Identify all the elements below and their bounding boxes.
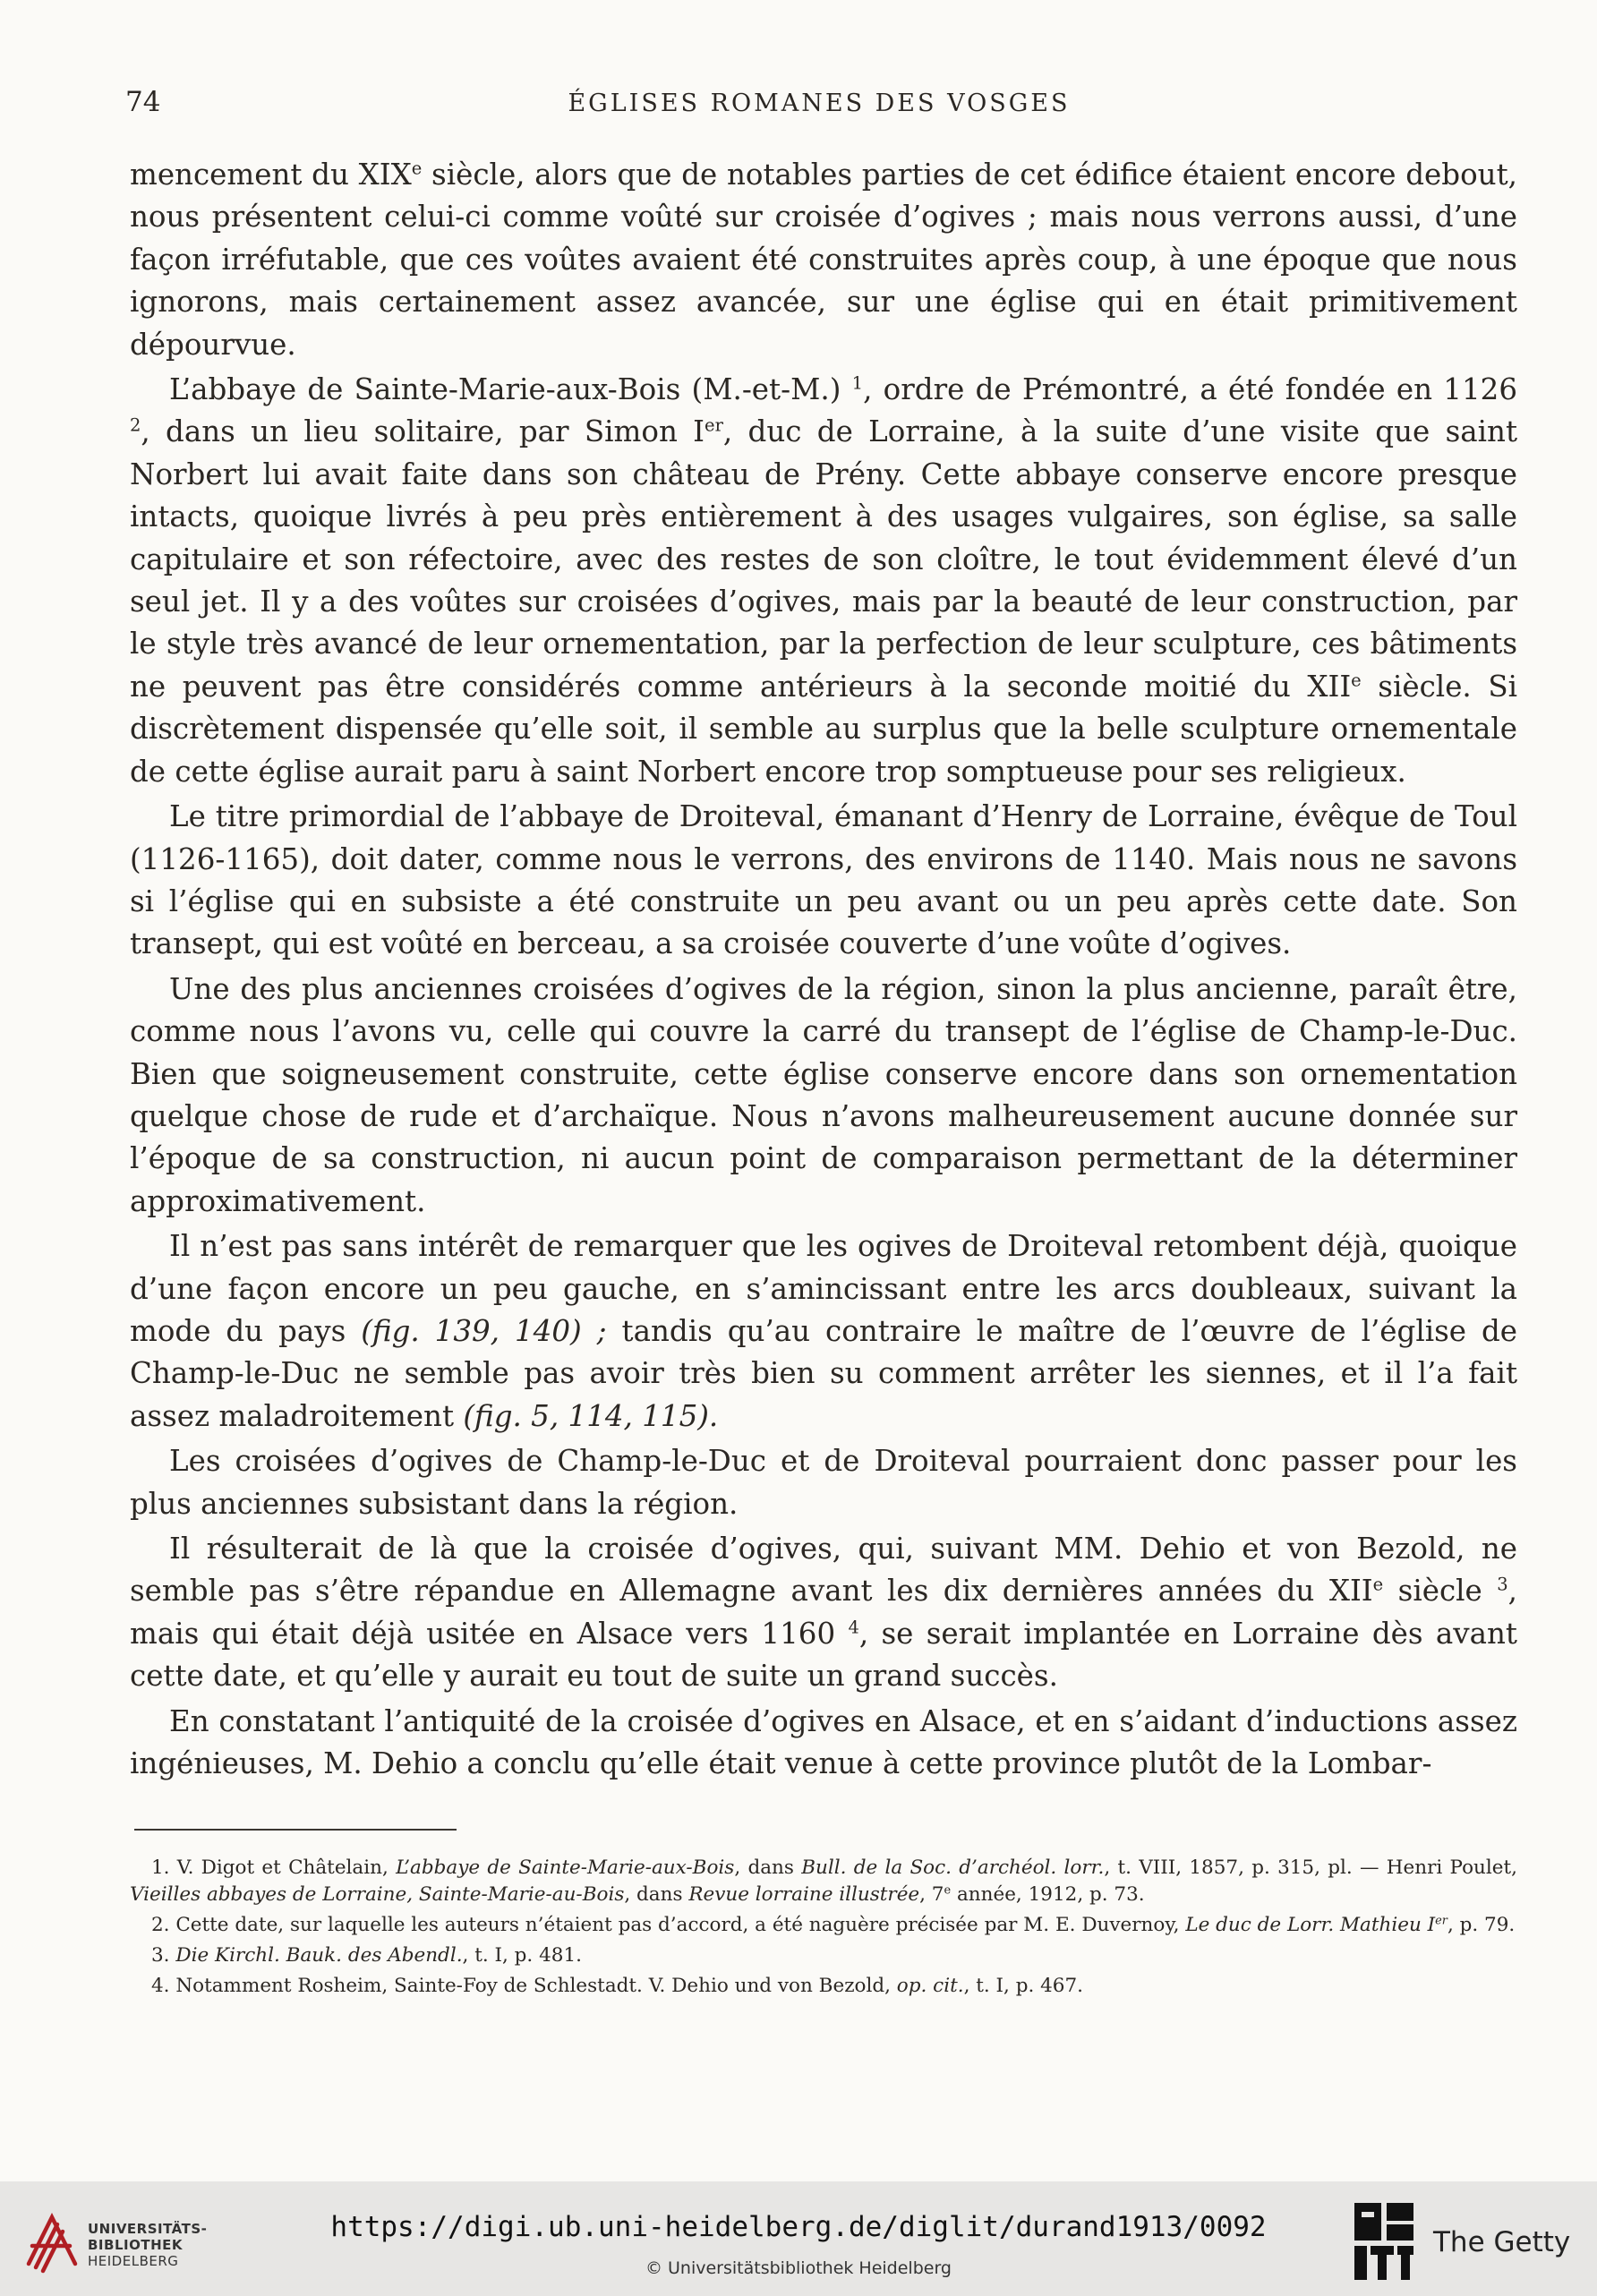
footnotes xyxy=(130,1855,1517,2000)
footnote-3: 3. Die Kirchl. Bauk. des Abendl., t. I, p. 481. xyxy=(151,1944,582,1967)
copyright-notice: © Universitätsbibliothek Heidelberg xyxy=(645,2258,952,2278)
paragraph-1: mencement du XIXe siècle, alors que de notables parties de cet édifice étaient encore debout, nous présentent celui-ci comme voûté sur croisée d’ogives ; mais nous verrons aussi, d’une façon irréfutable, que ces voûtes avaient été construites après coup, à une époque que nous ignorons, mais certainement assez avancée, sur une église qui en était primitivement dépourvue. xyxy=(130,158,1517,362)
viewer-footer xyxy=(0,2181,1597,2296)
page-header xyxy=(125,86,1513,131)
paragraph-8: En constatant l’antiquité de la croisée d’ogives en Alsace, et en s’aidant d’inductions assez ingénieuses, M. Dehio a conclu qu’elle était venue à cette province plutôt de la Lombar- xyxy=(130,1703,1517,1781)
paragraph-4: Une des plus anciennes croisées d’ogives de la région, sinon la plus ancienne, paraît être, comme nous l’avons vu, celle qui couvre la carré du transept de l’église de Champ-le-Duc. Bien que soigneusement construite, cette église conserve encore dans son ornementation quelque chose de rude et d’archaïque. Nous n’avons malheureusement aucune donnée sur l’époque de sa construction, ni aucun point de comparaison permettant de la déterminer approximativement. xyxy=(130,971,1517,1218)
paragraph-6: Les croisées d’ogives de Champ-le-Duc et de Droiteval pourraient donc passer pour les plus anciennes subsistant dans la région. xyxy=(130,1444,1517,1521)
paragraph-5: Il n’est pas sans intérêt de remarquer que les ogives de Droiteval retombent déjà, quoique d’une façon encore un peu gauche, en s’amincissant entre les arcs doubleaux, suivant la mode du pays (fig. 139, 140) ; tandis qu’au contraire le maître de l’œuvre de l’église de Champ-le-Duc ne semble pas avoir très bien su comment arrêter les siennes, et il l’a fait assez maladroitement (fig. 5, 114, 115). xyxy=(130,1229,1518,1433)
body-text xyxy=(130,154,1517,1785)
footnote-2: 2. Cette date, sur laquelle les auteurs n’étaient pas d’accord, a été naguère précisée par M. E. Duvernoy, Le duc de Lorr. Mathieu Ier, p. 79. xyxy=(151,1914,1516,1936)
getty-name: The Getty xyxy=(1433,2226,1571,2258)
page-number: 74 xyxy=(125,86,161,118)
paragraph-7: Il résulterait de là que la croisée d’ogives, qui, suivant MM. Dehio et von Bezold, ne semble pas s’être répandue en Allemagne avant les dix dernières années du XIIe siècle $^3$, mais qui était déjà usitée en Alsace vers 1160 $^4$, se serait implantée en Lorraine dès avant cette date, et qu’elle y aurait eu tout de suite un grand succès. xyxy=(130,1532,1517,1694)
footnote-4: 4. Notamment Rosheim, Sainte-Foy de Schlestadt. V. Dehio und von Bezold, op. cit., t. I, p. 467. xyxy=(151,1975,1084,1997)
paragraph-3: Le titre primordial de l’abbaye de Droiteval, émanant d’Henry de Lorraine, évêque de Toul (1126-1165), doit dater, comme nous le verrons, des environs de 1140. Mais nous ne savons si l’église qui en subsiste a été construite un peu avant ou un peu après cette date. Son transept, qui est voûté en berceau, a sa croisée couverte d’une voûte d’ogives. xyxy=(130,799,1517,961)
footnote-1: 1. V. Digot et Châtelain, L’abbaye de Sainte-Marie-aux-Bois, dans Bull. de la Soc. d’archéol. lorr., t. VIII, 1857, p. 315, pl. — Henri Poulet, Vieilles abbayes de Lorraine, Sainte-Marie-au-Bois, dans Revue lorraine illustrée, 7e année, 1912, p. 73. xyxy=(130,1856,1517,1906)
paragraph-2: L’abbaye de Sainte-Marie-aux-Bois (M.-et-M.) $^1$, ordre de Prémontré, a été fondée en 1126 $^2$, dans un lieu solitaire, par Simon Ier, duc de Lorraine, à la suite d’une visite que saint Norbert lui avait faite dans son château de Prény. Cette abbaye conserve encore presque intacts, quoique livrés à peu près entièrement à des usages vulgaires, son église, sa salle capitulaire et son réfectoire, avec des restes de son cloître, le tout évidemment élevé d’un seul jet. Il y a des voûtes sur croisées d’ogives, mais par la beauté de leur construction, par le style très avancé de leur ornementation, par la perfection de leur sculpture, ces bâtiments ne peuvent pas être considérés comme antérieurs à la seconde moitié du XIIe siècle. Si discrètement dispensée qu’elle soit, il semble au surplus que la belle sculpture ornementale de cette église aurait paru à saint Norbert encore trop somptueuse pour ses religieux. xyxy=(130,372,1518,789)
footnote-rule xyxy=(134,1829,457,1831)
university-name-line2: BIBLIOTHEK xyxy=(88,2237,183,2253)
getty-logo-icon xyxy=(1351,2199,1419,2283)
permalink-url[interactable]: https://digi.ub.uni-heidelberg.de/diglit/durand1913/0092 xyxy=(330,2211,1267,2243)
university-name-line1: UNIVERSITÄTS- xyxy=(88,2221,208,2237)
university-name-line3: HEIDELBERG xyxy=(88,2253,179,2269)
running-title: ÉGLISES ROMANES DES VOSGES xyxy=(568,90,1071,117)
getty-logo[interactable] xyxy=(1351,2198,1579,2287)
